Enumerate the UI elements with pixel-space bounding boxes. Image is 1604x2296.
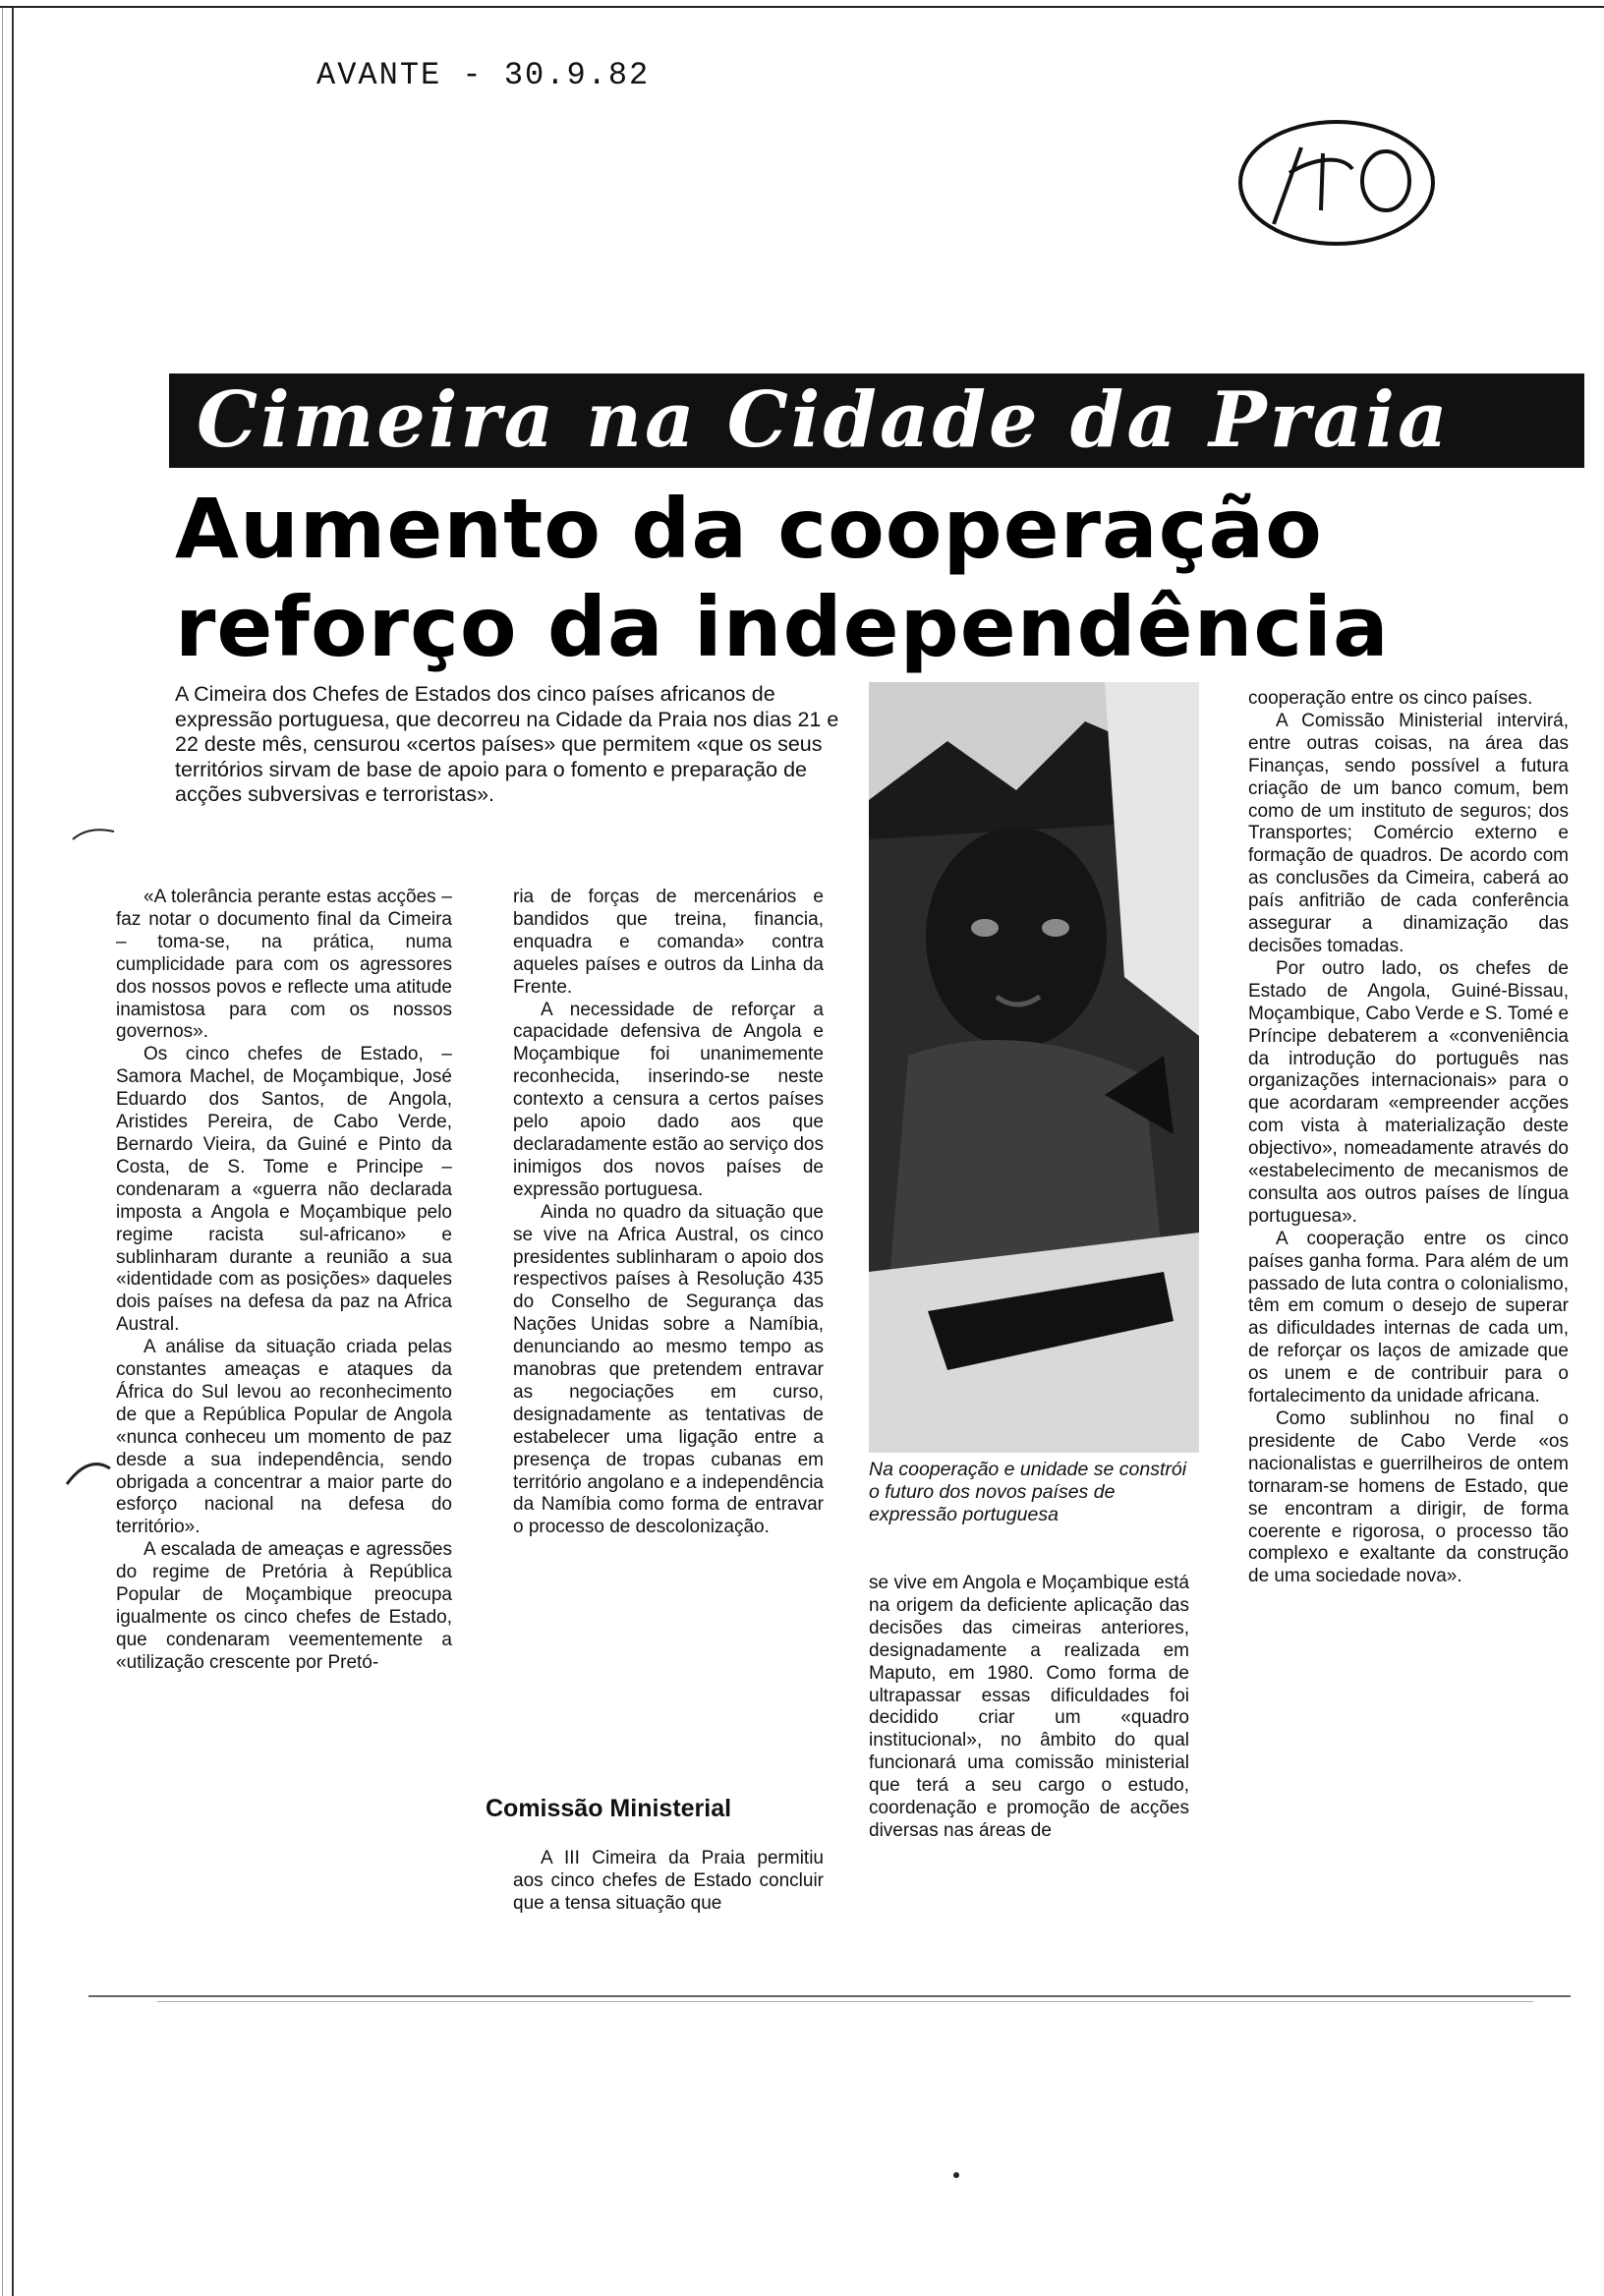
headline-line-1: Aumento da cooperação [175,481,1323,577]
article-lead: A Cimeira dos Chefes de Estados dos cinco países africanos de expressão portuguesa, que decorreu na Cidade da Praia nos dias 21 e 22 deste mês, censurou «certos países» que permitem «que os seus territórios sirvam de base de apoio para o fomento e preparação de acções subversivas e terroristas». [175,682,839,807]
paragraph: Os cinco chefes de Estado, – Samora Machel, de Moçambique, José Eduardo dos Santos, de Angola, Aristides Pereira, de Cabo Verde, Bernardo Vieira, da Guiné e Pinto da Costa, de S. Tome e Principe – condenaram a «guerra não declarada imposta a Angola e Moçambique pelo regime racista sul-africano» e sublinharam durante a reunião a sua «identidade com as posições» daqueles dois países na defesa da paz na Africa Austral. [116,1044,452,1336]
paragraph: A cooperação entre os cinco países ganha forma. Para além de um passado de luta contra o colonialismo, têm em comum o desejo de superar as dificuldades internas de cada um, de reforçar os laços de amizade que os unem e de contribuir para o fortalecimento da unidade africana. [1248,1228,1569,1407]
photo-caption: Na cooperação e unidade se constrói o futuro dos novos países de expressão portuguesa [869,1459,1187,1525]
paragraph: Ainda no quadro da situação que se vive na Africa Austral, os cinco presidentes sublinharam o apoio dos respectivos países à Resolução 435 do Conselho de Segurança das Nações Unidas sobre a Namíbia, denunciando ao mesmo tempo as manobras que pretendem entravar as negociações em curso, designadamente as tentativas de estabelecer uma ligação entre a presença de tropas cubanas em território angolano e a independência da Namíbia como forma de entravar o processo de descolonização. [513,1201,824,1538]
paragraph: A III Cimeira da Praia permitiu aos cinco chefes de Estado concluir que a tensa situação que [513,1848,824,1914]
bottom-rule [88,1995,1571,1997]
margin-stroke-mark [69,824,118,843]
text-column-3 [869,1573,1189,1956]
paragraph: A necessidade de reforçar a capacidade defensiva de Angola e Moçambique foi unanimemente reconhecida, inserindo-se neste contexto a censura a certos países pelo apoio dado aos que declaradamente estão ao serviço dos inimigos dos novos países de expressão portuguesa. [513,999,824,1200]
headline-line-2: reforço da independência [175,579,1390,675]
text-column-2-continued [513,1848,824,1956]
paragraph: A análise da situação criada pelas constantes ameaças e ataques da África do Sul levou ao reconhecimento de que a República Popular de Angola «nunca conheceu um momento de paz desde a sua independência, sendo obrigada a concentrar a maior parte do esforço nacional na defesa do território». [116,1337,452,1538]
paragraph: «A tolerância perante estas acções – faz notar o documento final da Cimeira – toma-se, na prática, numa cumplicidade para com os agressores dos nossos povos e reflecte uma atitude inamistosa para com os nossos governos». [116,887,452,1043]
article-headline [175,480,1453,676]
paragraph: Por outro lado, os chefes de Estado de Angola, Guiné-Bissau, Moçambique, Cabo Verde e S. Tomé e Príncipe debaterem a «conveniência da introdução do português nas organizações internacionais» para o que acordaram «empreender acções com vista à materialização deste objectivo», nomeadamente através do «estabelecimento de mecanismos de consulta aos outros países de língua portuguesa». [1248,957,1569,1227]
text-column-4 [1248,688,1569,1946]
section-subheading: Comissão Ministerial [486,1795,732,1822]
text-column-2 [513,887,824,1736]
margin-bracket-mark [59,1455,118,1494]
publication-date-line: AVANTE - 30.9.82 [316,57,651,93]
page-border-left [12,8,14,2296]
handwritten-page-number [1227,108,1443,254]
article-photo [869,682,1199,1453]
article-kicker-banner: Cimeira na Cidade da Praia [169,373,1584,468]
paragraph: A escalada de ameaças e agressões do regime de Pretória à República Popular de Moçambique preocupa igualmente os cinco chefes de Estado, que condenaram veementemente a «utilização crescente por Pretó- [116,1539,452,1673]
paragraph: se vive em Angola e Moçambique está na origem da deficiente aplicação das decisões das cimeiras anteriores, designadamente a realizada em Maputo, em 1980. Como forma de ultrapassar essas dificuldades foi decidido criar um «quadro institucional», no âmbito do qual funcionará uma comissão ministerial que terá a seu cargo o estudo, coordenação e promoção de acções diversas nas áreas de [869,1573,1189,1841]
paragraph: A Comissão Ministerial intervirá, entre outras coisas, na área das Finanças, sendo possível a futura criação de um banco comum, bem como de um instituto de seguros; dos Transportes; Comércio externo e formação de quadros. De acordo com as conclusões da Cimeira, caberá ao país anfitrião de cada conferência assegurar a dinamização das decisões tomadas. [1248,710,1569,956]
text-column-1 [116,887,452,1956]
paragraph: ria de forças de mercenários e bandidos que treina, financia, enquadra e comanda» contra aqueles países e outros da Linha da Frente. [513,887,824,998]
paragraph: Como sublinhou no final o presidente de Cabo Verde «os nacionalistas e guerrilheiros de ontem tornaram-se homens de Estado, que se encontram a dirigir, de forma coerente e rigorosa, o processo tão complexo e exaltante da construção de uma sociedade nova». [1248,1408,1569,1587]
paragraph: cooperação entre os cinco países. [1248,688,1533,709]
bottom-rule-secondary [157,2001,1533,2002]
page-border-top [0,6,1604,8]
page-border-left-outer [2,8,3,2296]
stray-dot-mark [953,2172,959,2178]
